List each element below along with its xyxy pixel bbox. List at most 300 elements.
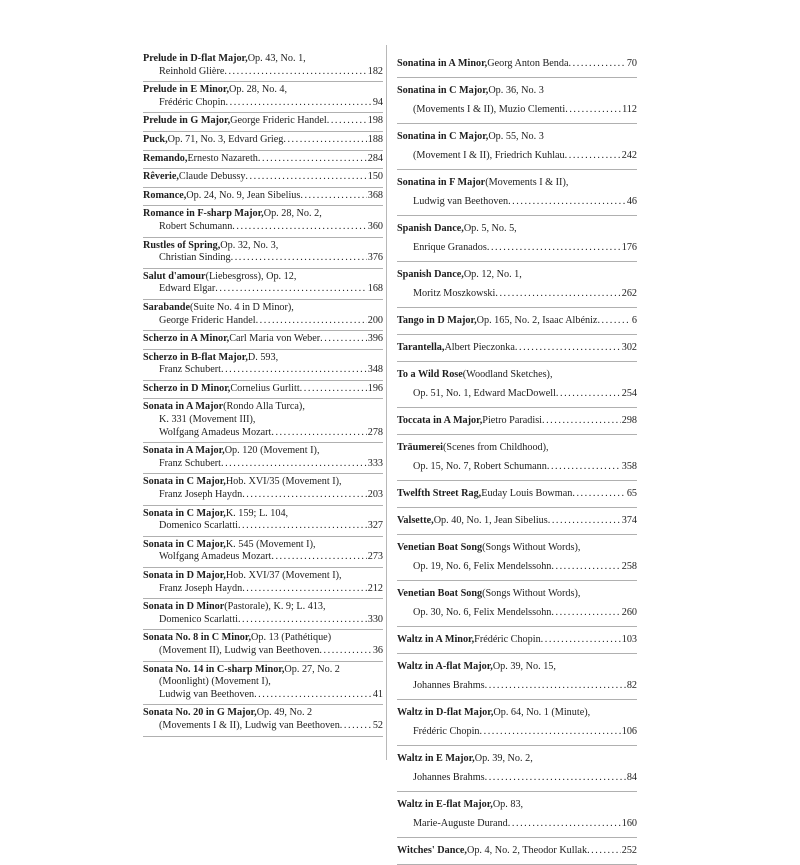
- entry-page-number: 103: [621, 634, 637, 645]
- entry-title: Waltz in E-flat Major,: [397, 799, 493, 810]
- entry-continuation-text: (Movement II), Ludwig van Beethoven: [159, 644, 320, 656]
- index-entry: [397, 746, 637, 792]
- dot-leader: [224, 66, 366, 79]
- dot-leader: [242, 583, 367, 596]
- entry-title: Twelfth Street Rag,: [397, 488, 482, 499]
- entry-detail: (Pastorale), K. 9; L. 413,: [224, 601, 326, 613]
- entry-continuation-line: [159, 283, 383, 296]
- dot-leader: [547, 457, 621, 476]
- entry-title: Spanish Dance,: [397, 269, 464, 280]
- entry-title: Puck,: [143, 133, 168, 145]
- entry-detail: Op. 43, No. 1,: [247, 53, 306, 64]
- dot-leader: [254, 689, 372, 702]
- entry-continuation-line: [159, 364, 383, 377]
- entry-first-line: [143, 271, 383, 284]
- entry-detail: Carl Maria von Weber: [229, 333, 321, 345]
- entry-page-number: 112: [622, 104, 637, 115]
- index-entry: [397, 262, 637, 308]
- dot-leader: [551, 557, 620, 576]
- entry-title: Sonatina in A Minor,: [397, 58, 488, 69]
- index-entry: [143, 474, 383, 505]
- index-entry: [397, 308, 637, 335]
- entry-first-line: [143, 476, 383, 489]
- entry-first-line: [143, 333, 383, 346]
- dot-leader: [485, 768, 626, 787]
- index-entry: [397, 535, 637, 581]
- entry-continuation-text: Franz Schubert: [159, 457, 221, 469]
- entry-continuation-text: (Moonlight) (Movement I),: [159, 676, 271, 688]
- entry-continuation-text: Ludwig van Beethoven: [413, 196, 509, 207]
- entry-first-line: [143, 240, 383, 253]
- entry-first-line: [143, 508, 383, 521]
- index-entry: [143, 169, 383, 188]
- entry-detail: George Frideric Handel: [230, 115, 327, 127]
- entry-continuation-text: George Frideric Handel: [159, 314, 256, 326]
- entry-page-number: 94: [372, 96, 383, 108]
- entry-title: Sonata in A Major,: [143, 445, 225, 457]
- entry-continuation-text: Frédéric Chopin: [413, 726, 480, 737]
- entry-detail: (Movements I & II),: [485, 177, 569, 188]
- entry-page-number: 333: [367, 457, 383, 469]
- entry-page-number: 6: [631, 315, 637, 326]
- entry-continuation-line: [159, 520, 383, 533]
- entry-page-number: 176: [621, 242, 637, 253]
- entry-page-number: 374: [621, 515, 637, 526]
- entry-detail: Op. 13 (Pathétique): [251, 632, 332, 644]
- entry-first-line: [397, 795, 637, 814]
- entry-title: Tarantella,: [397, 342, 445, 353]
- entry-first-line: [397, 657, 637, 676]
- dot-leader: [300, 383, 367, 396]
- entry-detail: (Songs Without Words),: [482, 588, 581, 599]
- entry-detail: (Rondo Alla Turca),: [223, 401, 305, 413]
- entry-page-number: 52: [372, 719, 383, 731]
- entry-page-number: 106: [621, 726, 637, 737]
- entry-first-line: [143, 632, 383, 645]
- entry-first-line: [143, 153, 383, 166]
- entry-continuation-text: Domenico Scarlatti: [159, 520, 238, 532]
- entry-title: Toccata in A Major,: [397, 415, 483, 426]
- entry-continuation-text: Op. 19, No. 6, Felix Mendelssohn: [413, 561, 552, 572]
- entry-detail: Op. 39, No. 15,: [492, 661, 556, 672]
- entry-detail: Op. 165, No. 2, Isaac Albéniz: [476, 315, 598, 326]
- entry-page-number: 160: [621, 818, 637, 829]
- index-entry: [143, 51, 383, 82]
- index-entry: [143, 443, 383, 474]
- entry-detail: Op. 27, No. 2: [284, 663, 340, 675]
- dot-leader: [300, 190, 366, 203]
- entry-page-number: 200: [367, 314, 383, 326]
- index-entry: [143, 350, 383, 381]
- entry-page-number: 262: [621, 288, 637, 299]
- dot-leader: [565, 100, 621, 119]
- entry-title: Prelude in G Major,: [143, 115, 231, 127]
- entry-detail: Op. 71, No. 3, Edvard Grieg: [167, 133, 284, 145]
- entry-continuation-text: (Movements I & II), Ludwig van Beethoven: [159, 719, 340, 731]
- entry-first-line: [143, 601, 383, 614]
- entry-first-line: [397, 219, 637, 238]
- dot-leader: [327, 115, 367, 128]
- index-entry: [397, 216, 637, 262]
- entry-page-number: 260: [621, 607, 637, 618]
- entry-continuation-line: [413, 557, 637, 576]
- entry-continuation-text: Robert Schumann: [159, 220, 233, 232]
- entry-first-line: [143, 401, 383, 414]
- entry-detail: Op. 64, No. 1 (Minute),: [493, 707, 591, 718]
- entry-title: Spanish Dance,: [397, 223, 464, 234]
- dot-leader: [587, 841, 621, 860]
- entry-detail: Op. 24, No. 9, Jean Sibelius: [186, 189, 301, 201]
- entry-first-line: [143, 134, 383, 147]
- index-column-left: [143, 51, 383, 737]
- entry-page-number: 198: [367, 115, 383, 127]
- entry-continuation-text: Domenico Scarlatti: [159, 613, 238, 625]
- entry-continuation-line: [159, 458, 383, 471]
- entry-title: Sonatina in F Major: [397, 177, 486, 188]
- entry-continuation-line: [413, 768, 637, 787]
- entry-title: Sonata in C Major,: [143, 507, 226, 519]
- entry-title: Tango in D Major,: [397, 315, 477, 326]
- entry-page-number: 360: [367, 220, 383, 232]
- entry-continuation-text: Op. 30, No. 6, Felix Mendelssohn: [413, 607, 552, 618]
- entry-first-line: [397, 749, 637, 768]
- entry-first-line: [397, 484, 637, 503]
- index-entry: [397, 508, 637, 535]
- dot-leader: [480, 722, 621, 741]
- entry-page-number: 258: [621, 561, 637, 572]
- entry-first-line: [143, 171, 383, 184]
- entry-continuation-line: [159, 221, 383, 234]
- index-entry: [397, 335, 637, 362]
- entry-title: Sonata in D Major,: [143, 570, 226, 581]
- entry-title: Sonatina in C Major,: [397, 85, 489, 96]
- entry-title: Waltz in A-flat Major,: [397, 661, 493, 672]
- entry-first-line: [397, 173, 637, 192]
- entry-first-line: [397, 841, 637, 860]
- entry-first-line: [397, 630, 637, 649]
- entry-detail: Op. 40, No. 1, Jean Sibelius: [433, 515, 548, 526]
- entry-first-line: [143, 707, 383, 720]
- index-entry: [397, 700, 637, 746]
- entry-first-line: [397, 338, 637, 357]
- dot-leader: [320, 333, 367, 346]
- index-entry: [143, 300, 383, 331]
- index-entry: [143, 381, 383, 400]
- entry-continuation-line: [413, 603, 637, 622]
- dot-leader: [245, 171, 366, 184]
- entry-detail: Op. 28, No. 4,: [229, 84, 288, 96]
- entry-continuation-text: Johannes Brahms: [413, 680, 485, 691]
- dot-leader: [487, 238, 621, 257]
- entry-page-number: 196: [367, 382, 383, 394]
- entry-detail: Op. 12, No. 1,: [463, 269, 522, 280]
- entry-continuation-line: [413, 384, 637, 403]
- index-entry: [397, 481, 637, 508]
- dot-leader: [221, 364, 367, 377]
- entry-detail: Op. 49, No. 2: [256, 707, 313, 719]
- entry-first-line: [143, 53, 383, 66]
- index-entry: [143, 269, 383, 300]
- entry-first-line: [397, 365, 637, 384]
- entry-continuation-text: K. 331 (Movement III),: [159, 414, 256, 426]
- entry-page-number: 254: [621, 388, 637, 399]
- entry-page-number: 396: [367, 333, 383, 345]
- entry-first-line: [143, 115, 383, 128]
- entry-first-line: [397, 54, 637, 73]
- entry-continuation-text: (Movement I & II), Friedrich Kuhlau: [413, 150, 565, 161]
- entry-continuation-line: [413, 814, 637, 833]
- entry-page-number: 368: [367, 189, 383, 201]
- entry-title: Sonata No. 14 in C-sharp Minor,: [143, 663, 285, 675]
- entry-detail: Op. 28, No. 2,: [263, 208, 322, 220]
- entry-first-line: [143, 539, 383, 552]
- index-entry: [143, 238, 383, 269]
- entry-page-number: 41: [372, 688, 383, 700]
- entry-continuation-text: Op. 15, No. 7, Robert Schumann: [413, 461, 547, 472]
- index-entry: [143, 82, 383, 113]
- entry-page-number: 298: [621, 415, 637, 426]
- entry-page-number: 188: [367, 133, 383, 145]
- entry-title: Waltz in E Major,: [397, 753, 475, 764]
- entry-detail: K. 159; L. 104,: [225, 507, 289, 519]
- entry-continuation-line: [159, 414, 383, 427]
- entry-detail: (Songs Without Words),: [482, 542, 581, 553]
- dot-leader: [340, 720, 372, 733]
- entry-detail: Op. 4, No. 2, Theodor Kullak: [466, 845, 588, 856]
- entry-page-number: 376: [367, 252, 383, 264]
- column-divider: [386, 45, 387, 760]
- index-entry: [143, 537, 383, 568]
- entry-page-number: 168: [367, 283, 383, 295]
- index-entry: [143, 206, 383, 237]
- entry-title: Romance in F-sharp Major,: [143, 208, 264, 220]
- entry-detail: D. 593,: [247, 351, 279, 363]
- entry-detail: Georg Anton Benda: [487, 58, 569, 69]
- entry-title: Waltz in D-flat Major,: [397, 707, 494, 718]
- entry-detail: Pietro Paradisi: [482, 415, 542, 426]
- index-entry: [143, 151, 383, 170]
- dot-leader: [231, 252, 367, 265]
- entry-page-number: 84: [626, 772, 637, 783]
- entry-detail: Euday Louis Bowman: [481, 488, 573, 499]
- entry-title: Scherzo in D Minor,: [143, 382, 231, 394]
- entry-page-number: 358: [621, 461, 637, 472]
- entry-title: Prelude in E Minor,: [143, 84, 230, 96]
- entry-detail: Cornelius Gurlitt: [230, 382, 300, 394]
- dot-leader: [569, 54, 626, 73]
- entry-continuation-line: [159, 489, 383, 502]
- entry-detail: Op. 83,: [492, 799, 524, 810]
- entry-page-number: 327: [367, 520, 383, 532]
- entry-page-number: 273: [367, 551, 383, 563]
- entry-detail: Op. 5, No. 5,: [463, 223, 517, 234]
- entry-detail: Op. 39, No. 2,: [474, 753, 533, 764]
- dot-leader: [542, 411, 621, 430]
- entry-detail: Op. 55, No. 3: [488, 131, 544, 142]
- dot-leader: [242, 489, 367, 502]
- entry-continuation-text: Edward Elgar: [159, 283, 216, 295]
- entry-continuation-text: Reinhold Glière: [159, 65, 225, 77]
- entry-detail: Op. 120 (Movement I),: [224, 445, 320, 457]
- entry-continuation-text: Franz Joseph Haydn: [159, 489, 243, 501]
- index-entry: [143, 113, 383, 132]
- entry-detail: (Liebesgross), Op. 12,: [205, 270, 297, 282]
- entry-first-line: [143, 383, 383, 396]
- entry-title: Sonata in A Major: [143, 401, 224, 413]
- entry-first-line: [397, 511, 637, 530]
- index-entry: [397, 654, 637, 700]
- index-entry: [397, 170, 637, 216]
- entry-title: Scherzo in B-flat Major,: [143, 351, 248, 363]
- entry-title: Sonata in C Major,: [143, 538, 226, 550]
- entry-page-number: 242: [621, 150, 637, 161]
- dot-leader: [508, 192, 626, 211]
- entry-detail: Hob. XVI/35 (Movement I),: [225, 476, 342, 488]
- entry-title: Valsette,: [397, 515, 434, 526]
- dot-leader: [271, 427, 366, 440]
- entry-detail: Frédéric Chopin: [474, 634, 541, 645]
- entry-continuation-line: [413, 676, 637, 695]
- entry-continuation-text: Moritz Moszkowski: [413, 288, 496, 299]
- dot-leader: [226, 97, 372, 110]
- entry-continuation-text: Marie-Auguste Durand: [413, 818, 508, 829]
- entry-continuation-text: Christian Sinding: [159, 252, 231, 264]
- entry-continuation-line: [159, 689, 383, 702]
- entry-title: Sarabande: [143, 301, 190, 313]
- entry-continuation-text: Wolfgang Amadeus Mozart: [159, 551, 272, 563]
- entry-title: Venetian Boat Song: [397, 588, 483, 599]
- entry-page-number: 46: [626, 196, 637, 207]
- dot-leader: [258, 153, 367, 166]
- dot-leader: [572, 484, 625, 503]
- entry-continuation-line: [413, 146, 637, 165]
- entry-page-number: 182: [367, 65, 383, 77]
- entry-first-line: [397, 538, 637, 557]
- entry-continuation-line: [159, 583, 383, 596]
- entry-continuation-line: [413, 100, 637, 119]
- entry-continuation-line: [159, 427, 383, 440]
- index-entry: [143, 188, 383, 207]
- dot-leader: [551, 603, 620, 622]
- entry-page-number: 212: [367, 582, 383, 594]
- dot-leader: [495, 284, 620, 303]
- entry-title: Rêverie,: [143, 171, 179, 183]
- index-entry: [397, 51, 637, 78]
- entry-continuation-line: [159, 645, 383, 658]
- entry-continuation-line: [159, 720, 383, 733]
- entry-first-line: [143, 302, 383, 315]
- entry-continuation-line: [413, 284, 637, 303]
- entry-continuation-line: [159, 252, 383, 265]
- entry-title: Remando,: [143, 152, 188, 164]
- entry-title: Träumerei: [397, 442, 444, 453]
- dot-leader: [238, 614, 367, 627]
- index-entry: [397, 124, 637, 170]
- index-column-right: [397, 51, 637, 865]
- entry-title: Sonata in C Major,: [143, 476, 226, 488]
- entry-detail: K. 545 (Movement I),: [225, 538, 316, 550]
- entry-first-line: [143, 190, 383, 203]
- entry-page-number: 330: [367, 613, 383, 625]
- entry-continuation-text: Enrique Granados: [413, 242, 487, 253]
- entry-continuation-text: Frédéric Chopin: [159, 96, 226, 108]
- entry-title: Salut d'amour: [143, 270, 206, 282]
- entry-title: Scherzo in A Minor,: [143, 333, 230, 345]
- entry-title: To a Wild Rose: [397, 369, 463, 380]
- dot-leader: [215, 283, 366, 296]
- entry-title: Sonata No. 20 in G Major,: [143, 707, 257, 719]
- entry-continuation-text: Op. 51, No. 1, Edward MacDowell: [413, 388, 556, 399]
- entry-first-line: [397, 584, 637, 603]
- entry-title: Sonata No. 8 in C Minor,: [143, 632, 252, 644]
- entry-title: Romance,: [143, 189, 187, 201]
- entry-continuation-text: Franz Joseph Haydn: [159, 582, 243, 594]
- entry-title: Rustles of Spring,: [143, 239, 221, 251]
- entry-page-number: 82: [626, 680, 637, 691]
- index-entry: [143, 399, 383, 443]
- dot-leader: [565, 146, 621, 165]
- entry-continuation-text: Johannes Brahms: [413, 772, 485, 783]
- dot-leader: [221, 458, 367, 471]
- entry-continuation-line: [413, 192, 637, 211]
- entry-detail: (Woodland Sketches),: [462, 369, 553, 380]
- entry-page-number: 150: [367, 171, 383, 183]
- entry-title: Witches' Dance,: [397, 845, 467, 856]
- index-entry: [143, 705, 383, 736]
- entry-page-number: 65: [626, 488, 637, 499]
- entry-continuation-line: [159, 315, 383, 328]
- entry-detail: Op. 32, No. 3,: [220, 239, 279, 251]
- index-entry: [143, 568, 383, 599]
- entry-continuation-text: Wolfgang Amadeus Mozart: [159, 426, 272, 438]
- dot-leader: [556, 384, 621, 403]
- entry-page-number: 302: [621, 342, 637, 353]
- entry-continuation-text: (Movements I & II), Muzio Clementi: [413, 104, 566, 115]
- entry-first-line: [143, 84, 383, 97]
- entry-first-line: [397, 265, 637, 284]
- dot-leader: [485, 676, 626, 695]
- entry-continuation-line: [413, 457, 637, 476]
- dot-leader: [256, 315, 367, 328]
- index-entry: [143, 599, 383, 630]
- entry-continuation-line: [159, 614, 383, 627]
- entry-first-line: [397, 311, 637, 330]
- entry-first-line: [143, 664, 383, 677]
- entry-continuation-line: [159, 66, 383, 79]
- entry-continuation-line: [413, 722, 637, 741]
- entry-first-line: [397, 438, 637, 457]
- entry-continuation-text: Ludwig van Beethoven: [159, 688, 255, 700]
- dot-leader: [515, 338, 621, 357]
- index-entry: [397, 581, 637, 627]
- entry-first-line: [143, 445, 383, 458]
- index-entry: [397, 838, 637, 865]
- entry-continuation-line: [159, 551, 383, 564]
- dot-leader: [271, 551, 366, 564]
- dot-leader: [232, 221, 366, 234]
- entry-detail: Ernesto Nazareth: [187, 152, 258, 164]
- entry-title: Venetian Boat Song: [397, 542, 483, 553]
- index-entry: [143, 662, 383, 706]
- dot-leader: [541, 630, 621, 649]
- entry-continuation-text: Franz Schubert: [159, 364, 221, 376]
- entry-first-line: [143, 208, 383, 221]
- entry-title: Sonata in D Minor: [143, 601, 225, 613]
- entry-page-number: 252: [621, 845, 637, 856]
- entry-first-line: [397, 81, 637, 100]
- index-entry: [397, 362, 637, 408]
- index-entry: [397, 435, 637, 481]
